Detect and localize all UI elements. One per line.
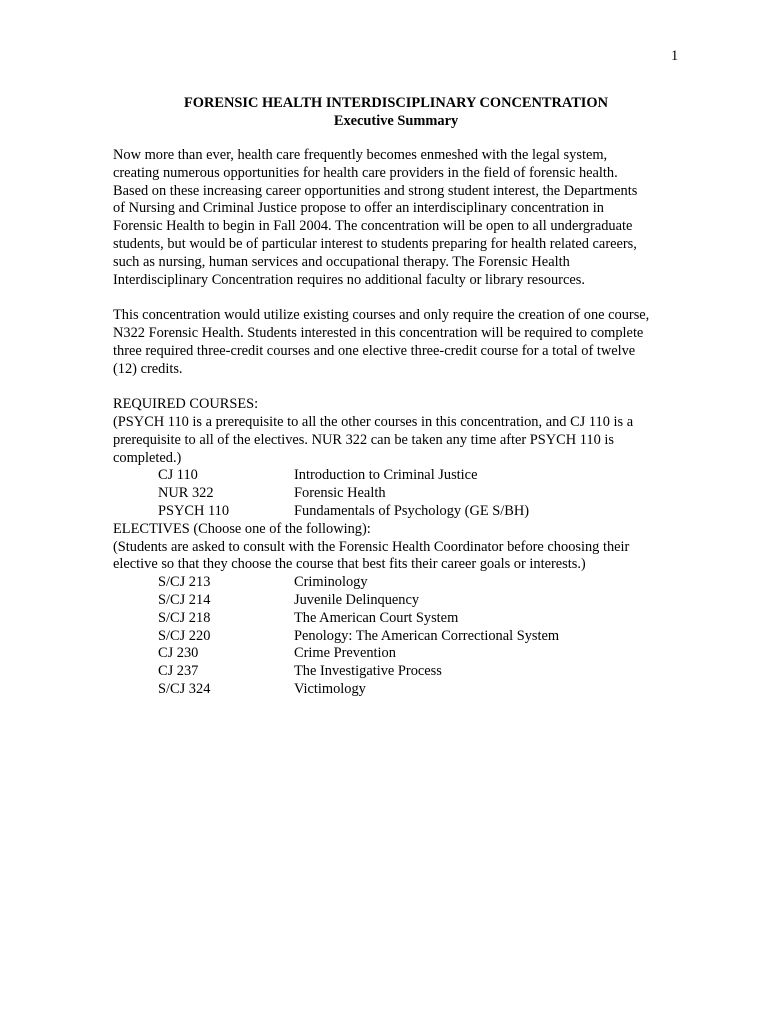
course-title: The Investigative Process: [294, 663, 442, 680]
course-row: [113, 592, 683, 610]
electives-list: [113, 574, 683, 699]
course-row: [113, 610, 683, 628]
course-title: Crime Prevention: [294, 645, 396, 662]
required-courses-heading: REQUIRED COURSES:: [113, 396, 259, 413]
course-title: Juvenile Delinquency: [294, 591, 420, 608]
course-row: [113, 574, 683, 592]
page-number: 1: [671, 48, 679, 64]
electives-note: (Students are asked to consult with the Forensic Health Coordinator before choosing their elective so that they choose the course that best fits their career goals or interests.): [113, 538, 630, 573]
required-courses-note: (PSYCH 110 is a prerequisite to all the other courses in this concentration, and CJ 110 is a prerequisite to all of the electives. NUR 322 can be taken any time after PSYCH 110 is completed.): [113, 413, 634, 466]
course-row: [113, 663, 683, 681]
document-subtitle: Executive Summary: [333, 113, 459, 129]
course-code: S/CJ 214: [158, 591, 211, 608]
course-title: Introduction to Criminal Justice: [294, 467, 478, 484]
document-title: FORENSIC HEALTH INTERDISCIPLINARY CONCENTRATION: [184, 95, 608, 111]
course-code: CJ 230: [158, 645, 199, 662]
course-code: NUR 322: [158, 485, 214, 502]
electives-section: [113, 521, 683, 699]
course-code: S/CJ 218: [158, 609, 211, 626]
document-body: [113, 147, 683, 699]
course-code: S/CJ 213: [158, 574, 211, 591]
required-courses-section: [113, 396, 683, 521]
course-code: CJ 237: [158, 663, 199, 680]
course-code: PSYCH 110: [158, 502, 230, 519]
course-row: [113, 628, 683, 646]
course-row: [113, 645, 683, 663]
concentration-paragraph: This concentration would utilize existing courses and only require the creation of one course, N322 Forensic Health. Students interested in this concentration will be required to complete three required three-credit courses and one elective three-credit course for a total of twelve (12) credits.: [113, 307, 650, 377]
course-code: S/CJ 324: [158, 680, 211, 697]
course-row: [113, 503, 683, 521]
course-code: S/CJ 220: [158, 627, 211, 644]
course-title: Forensic Health: [294, 485, 386, 502]
course-row: [113, 485, 683, 503]
course-title: Penology: The American Correctional System: [294, 627, 560, 644]
document-heading: [113, 94, 679, 130]
course-title: Victimology: [294, 680, 366, 697]
intro-paragraph: Now more than ever, health care frequently becomes enmeshed with the legal system, creating numerous opportunities for health care providers in the field of forensic health. Based on these increasing career opportunities and strong student interest, the Departments of Nursing and Criminal Justice propose to offer an interdisciplinary concentration in Forensic Health to begin in Fall 2004. The concentration will be open to all undergraduate students, but would be of particular interest to students preparing for health related careers, such as nursing, human services and occupational therapy. The Forensic Health Interdisciplinary Concentration requires no additional faculty or library resources.: [113, 147, 638, 288]
electives-heading: ELECTIVES (Choose one of the following):: [113, 520, 371, 537]
required-courses-list: [113, 467, 683, 520]
course-row: [113, 467, 683, 485]
course-title: The American Court System: [294, 609, 459, 626]
course-title: Criminology: [294, 574, 368, 591]
course-row: [113, 681, 683, 699]
course-code: CJ 110: [158, 467, 198, 484]
course-title: Fundamentals of Psychology (GE S/BH): [294, 502, 530, 519]
